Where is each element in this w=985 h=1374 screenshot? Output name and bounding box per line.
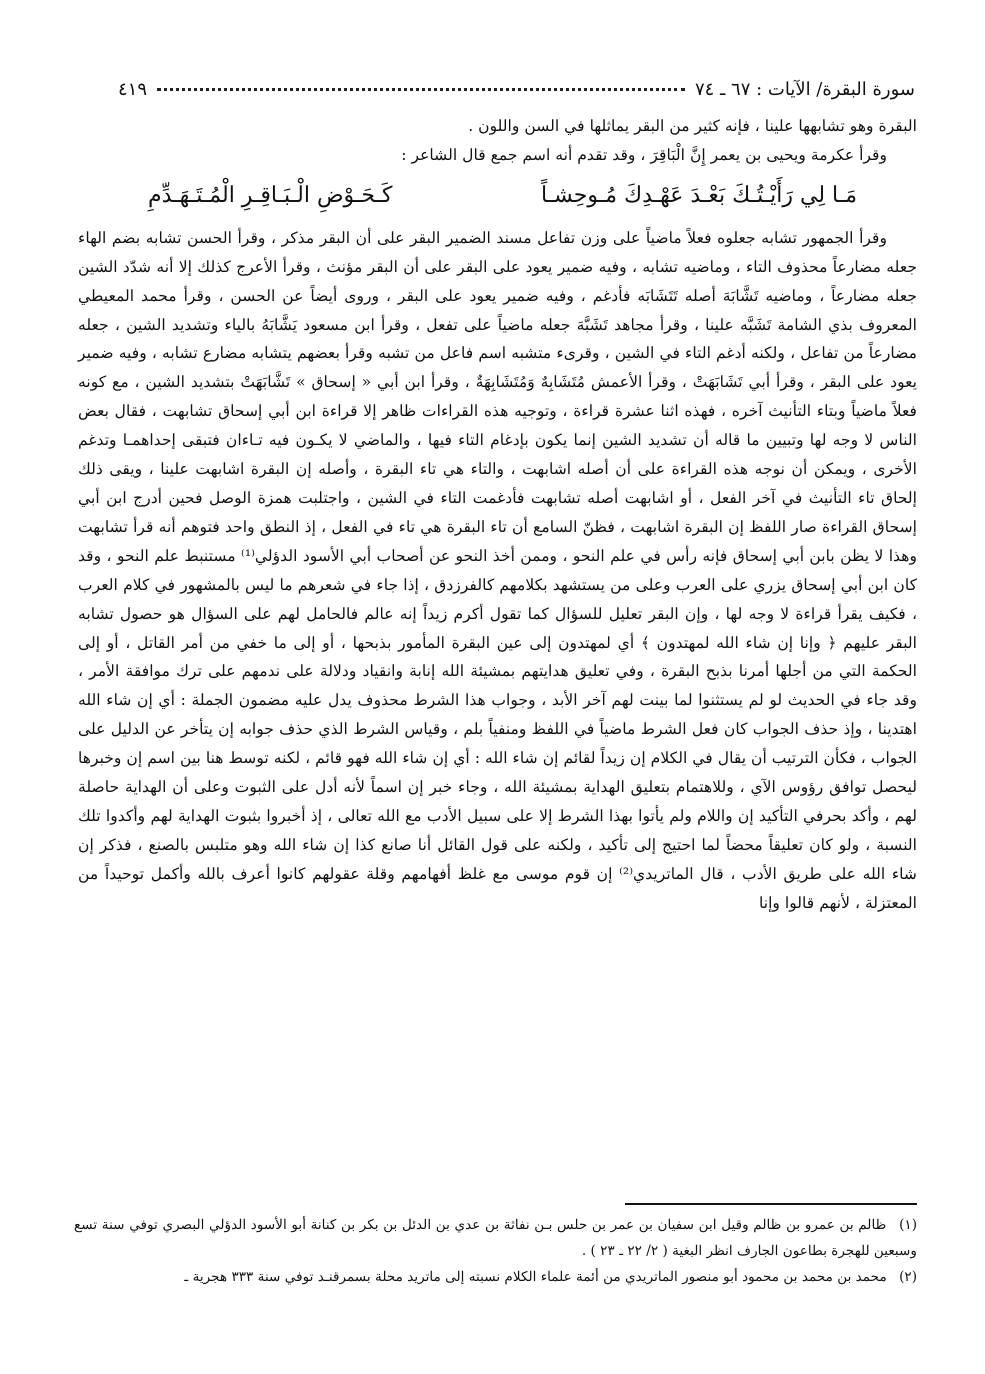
- surah-verse-title: سورة البقرة/ الآيات : ٦٧ ـ ٧٤: [694, 78, 915, 100]
- poem-verse: [78, 170, 917, 224]
- main-text: [78, 112, 917, 918]
- footnote: [74, 1264, 917, 1290]
- footnotes: [74, 1212, 917, 1290]
- dotted-leader: [157, 88, 685, 91]
- paragraph: البقرة وهو تشابهها علينا ، فإنه كثير من البقر يماثلها في السن واللون .: [468, 117, 917, 135]
- footnote-separator: [625, 1203, 917, 1205]
- footnote-text: محمد بن محمد بن محمود أبو منصور الماتريدي من أئمة علماء الكلام نسبته إلى ماتريد محلة بسمرقنـد توفي سنة ٣٣٣ هجرية ـ: [184, 1269, 887, 1285]
- footnote-text: ظالم بن عمرو بن ظالم وقيل ابن سفيان بن عمر بن حلس بـن نفاثة بن عدي بن الدئل بن بكر بن كنانة أبو الأسود الدؤلي البصري توفي سنة تسع وسبعين للهجرة بطاعون الجارف انظر البغية ( ٢/ ٢٢ ـ ٢٣ ) .: [74, 1217, 917, 1259]
- footnote-number: (١): [899, 1217, 917, 1233]
- paragraph: وقرأ الجمهور تشابه جعلوه فعلاً ماضياً على وزن تفاعل مسند الضمير البقر على أن البقر مذكر ، وقرأ الحسن تشابه بضم الهاء جعله مضارعاً محذوف التاء ، وماضيه تشابه ، وفيه ضمير يعود على البقر على أن البقر مؤنث ، وقرأ الأعرج كذلك إلا أنه شدّد الشين جعله مضارعاً ، وماضيه تَشَّابَهَ أصله تَتَشَابَه فأدغم ، وفيه ضمير يعود على البقر ، وروى أيضاً عن الحسن ، وقرأ محمد المعيطي المعروف بذي الشامة تَشَبَّه علينا ، وقرأ مجاهد تَشَبَّهَ جعله ماضياً على تفعل ، وقرأ ابن مسعود يَشَّابَهُ بالياء وتشديد الشين ، جعله مضارعاً من تفاعل ، ولكنه أدغم التاء في الشين ، وقرىء متشبه اسم فاعل من تشبه وقرأ بعضهم يتشابه مضارع تشابه ، وفيه ضمير يعود على البقر ، وقرأ أبي تَشَابَهَتْ ، وقرأ الأعمش مُتَشَابِهٌ وَمُتَشَابِهَةٌ ، وقرأ ابن أبي « إسحاق » تَشَّابَهَتْ بتشديد الشين ، مع كونه فعلاً ماضياً وبتاء التأنيث آخره ، فهذه اثنا عشرة قراءة ، وتوجيه هذه القراءات ظاهر إلا قراءة ابن أبي إسحاق تشابهت ، فقال بعض الناس لا وجه لها وتبيين ما قاله أن تشديد الشين إنما يكون بإدغام التاء فيها ، والماضي لا يكـون فيه تـاءان فتبقى إحداهمـا وتدغم الأخرى ، ويمكن أن نوجه هذه القراءة على أن أصله اشابهت ، والتاء هي تاء البقرة ، وأصله إن البقرة اشابهت علينا ، ويقى ذلك إلحاق تاء التأنيث في آخر الفعل ، أو اشابهت أصله تشابهت فأدغمت التاء في الشين ، واجتلبت همزة الوصل فحين أدرج ابن أبي إسحاق القراءة صار اللفظ إن البقرة اشابهت ، فظنّ السامع أن تاء البقرة هي تاء في الفعل ، إذ النطق واحد فتوهم أنه قرأ تشابهت وهذا لا يظن بابن أبي إسحاق فإنه رأس في علم النحو ، وممن أخذ النحو عن أصحاب أبي الأسود الدؤلي⁽¹⁾ مستنبط علم النحو ، وقد كان ابن أبي إسحاق يزري على العرب وعلى من يستشهد بكلامهم كالفرزدق ، إذا جاء في شعرهم ما ليس بالمشهور في كلام العرب ، فكيف يقرأ قراءة لا وجه لها ، وإن البقر تعليل للسؤال كما تقول أكرم زيداً إنه عالم فالحامل لهم على السؤال هو حصول تشابه البقر عليهم ﴿ وإنا إن شاء الله لمهتدون ﴾ أي لمهتدون إلى عين البقرة المأمور بذبحها ، أو إلى ما خفي من أمر القاتل ، أو إلى الحكمة التي من أجلها أمرنا بذبح البقرة ، وفي تعليق هدايتهم بمشيئة الله إنابة وانقياد ودلالة على ندمهم على ترك موافقة الأمر ، وقد جاء في الحديث لو لم يستثنوا لما بينت لهم آخر الأبد ، وجواب هذا الشرط محذوف يدل عليه مضمون الجملة : أي إن شاء الله اهتدينا ، وإذ حذف الجواب كان فعل الشرط ماضياً في اللفظ ومنفياً بلم ، وقياس الشرط الذي حذف جوابه إن يتأخر عن الدليل على الجواب ، فكأن الترتيب أن يقال في الكلام إن زيداً لقائم إن شاء الله : أي إن شاء الله فهو قائم ، لكنه توسط هنا بين اسم إن وخبرها ليحصل توافق رؤوس الآي ، وللاهتمام بتعليق الهداية بمشيئة الله ، وجاء خبر إن اسماً لأنه أدل على الثبوت وعلى أن الهداية حاصلة لهم ، وأكد بحرفي التأكيد إن واللام ولم يأتوا بهذا الشرط إلا على سبيل الأدب مع الله تعالى ، إذ أخبروا بثبوت الهداية لهم وأكدوا تلك النسبة ، ولو كان تعليقاً محضاً لما احتيج إلى تأكيد ، ولكنه على قول القائل أنا صانع كذا إن شاء الله وهو متلبس بالصنع ، فذكر إن شاء الله على طريق الأدب ، قال الماتريدي⁽²⁾ إن قوم موسى مع غلظ أفهامهم وقلة عقولهم كانوا أعرف بالله وأكمل توحيداً من المعتزلة ، لأنهم قالوا وإنا: [78, 228, 917, 912]
- poem-right-hemistich: مَـا لِي رَأَيْـتُـكَ بَعْـدَ عَهْـدِكَ مُـوحِشـاً: [541, 182, 857, 208]
- page-number: ٤١٩: [118, 78, 148, 100]
- running-header: [118, 72, 915, 106]
- footnote-number: (٢): [899, 1269, 917, 1285]
- paragraph: وقرأ عكرمة ويحيى بن يعمر إِنَّ الْبَاقِرَ ، وقد تقدم أنه اسم جمع قال الشاعر :: [401, 145, 887, 164]
- footnote: [74, 1212, 917, 1264]
- poem-left-hemistich: كَـحَـوْضِ الْـبَـاقِـرِ الْمُـتَـهَـدِّمِ: [148, 182, 393, 208]
